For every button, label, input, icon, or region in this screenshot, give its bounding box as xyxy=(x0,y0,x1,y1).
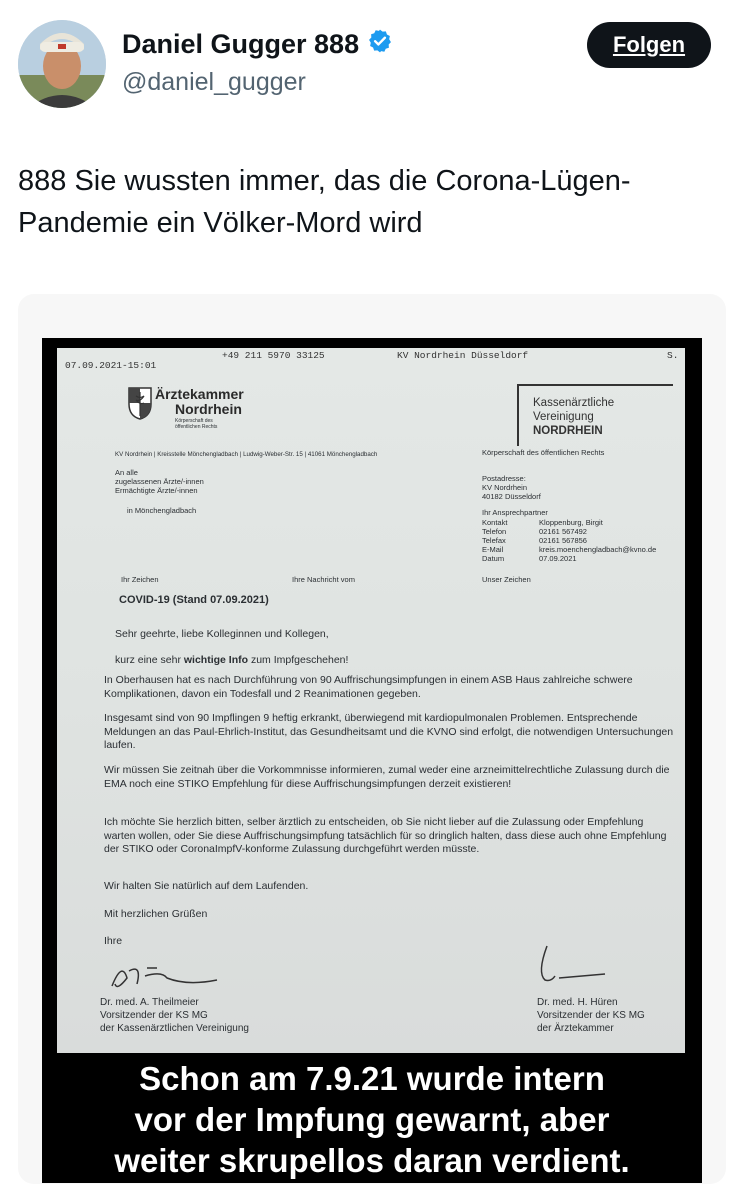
kv-line1: Kassenärztliche xyxy=(533,397,615,409)
sig-right-name: Dr. med. H. Hüren xyxy=(537,997,618,1008)
signature-left xyxy=(107,956,227,996)
contact-key: Telefon xyxy=(482,527,507,536)
aek-sub1: Körperschaft des xyxy=(175,418,213,424)
kv-corporation: Körperschaft des öffentlichen Rechts xyxy=(482,448,605,457)
intro-post: zum Impfgeschehen! xyxy=(248,654,349,666)
display-name[interactable] xyxy=(122,28,393,61)
verified-badge-icon xyxy=(367,28,393,61)
fax-number: +49 211 5970 33125 xyxy=(222,350,325,361)
letter-paragraph-1: In Oberhausen hat es nach Durchführung von 90 Auffrischungsimpfungen in einem ASB Haus zahlreiche schwere Komplikationen, davon ein Todesfall und 2 Reanimationen gegeben. xyxy=(104,674,633,700)
aerztekammer-logo xyxy=(127,386,153,423)
media-caption xyxy=(42,1058,702,1181)
sig-right-role: Vorsitzender der KS MG xyxy=(537,1010,645,1021)
contact-key: E-Mail xyxy=(482,545,504,554)
contact-key: Datum xyxy=(482,554,505,563)
addressee-2: zugelassenen Ärzte/-innen xyxy=(115,477,204,486)
kv-line3: NORDRHEIN xyxy=(533,425,603,437)
post-line2: 40182 Düsseldorf xyxy=(482,492,541,501)
fax-date: 07.09.2021-15:01 xyxy=(65,360,157,371)
letter-paragraph-2: Insgesamt sind von 90 Impflingen 9 heftig erkrankt, überwiegend mit kardiopulmonalen Problemen. Entsprechende Meldungen an das Paul-Ehrlich-Institut, das Gesundheitsamt und die KVNO sind erfolgt, die notwendigen Untersuchungen laufen. xyxy=(104,712,674,751)
letter-paragraph-4: Ich möchte Sie herzlich bitten, selber ärztlich zu entscheiden, ob Sie nicht lieber auf die Zulassung oder Empfehlung warten wollen, oder Sie diese Auffrischungsimpfung tatsächlich für so dringlich halten, dass diese auch ohne Empfehlung der STIKO oder CoronaImpfV-konforme Zulassung durchgeführt werden müsste. xyxy=(104,816,667,855)
contact-value: kreis.moenchengladbach@kvno.de xyxy=(539,545,657,554)
signature-right xyxy=(535,938,615,988)
kv-logo xyxy=(517,384,673,446)
letter-paragraph-5: Wir halten Sie natürlich auf dem Laufenden. xyxy=(104,880,309,892)
fax-sender: KV Nordrhein Düsseldorf xyxy=(397,350,529,361)
letter-intro xyxy=(115,654,348,666)
letter-subject: COVID-19 (Stand 07.09.2021) xyxy=(119,594,269,606)
coat-of-arms-icon xyxy=(127,386,153,420)
contact-key: Telefax xyxy=(482,536,506,545)
avatar[interactable] xyxy=(18,20,106,108)
sender-line: KV Nordrhein | Kreisstelle Mönchengladbach | Ludwig-Weber-Str. 15 | 41061 Mönchengladbach xyxy=(115,451,378,458)
addressee-3: Ermächtigte Ärzte/-innen xyxy=(115,486,198,495)
addressee-4: in Mönchengladbach xyxy=(127,506,197,515)
contact-key: Kontakt xyxy=(482,518,508,527)
contact-value: 02161 567492 xyxy=(539,527,587,536)
contact-value: 02161 567856 xyxy=(539,536,587,545)
ref-your-sign: Ihr Zeichen xyxy=(121,575,159,584)
sig-left-name: Dr. med. A. Theilmeier xyxy=(100,997,199,1008)
fax-page: S. xyxy=(667,350,679,361)
intro-pre: kurz eine sehr xyxy=(115,654,184,666)
aek-name-line1: Ärztekammer xyxy=(155,386,244,402)
aek-name-line2: Nordrhein xyxy=(175,401,242,417)
aek-sub2: öffentlichen Rechts xyxy=(175,424,218,430)
letter-salutation: Sehr geehrte, liebe Kolleginnen und Kollegen, xyxy=(115,628,329,640)
ref-our-sign: Unser Zeichen xyxy=(482,575,531,584)
display-name-text: Daniel Gugger 888 xyxy=(122,29,360,59)
post-line1: KV Nordrhein xyxy=(482,483,528,492)
caption-line-2: vor der Impfung gewarnt, aber xyxy=(134,1101,610,1138)
letter-closing: Mit herzlichen Grüßen xyxy=(104,908,208,920)
follow-button[interactable]: Folgen xyxy=(587,22,711,68)
kv-line2: Vereinigung xyxy=(533,411,594,423)
contact-value: Kloppenburg, Birgit xyxy=(539,518,603,527)
sig-left-org: der Kassenärztlichen Vereinigung xyxy=(100,1023,249,1034)
intro-bold: wichtige Info xyxy=(183,654,249,666)
letter-document xyxy=(57,348,685,1053)
letter-paragraph-3: Wir müssen Sie zeitnah über die Vorkommnisse informieren, zumal weder eine arzneimittelrechtliche Zulassung durch die EMA noch eine STIKO Empfehlung für diese Auffrischungsimpfungen derzeit existieren! xyxy=(104,764,670,790)
addressee-1: An alle xyxy=(115,468,138,477)
user-handle[interactable]: @daniel_gugger xyxy=(122,68,306,96)
ref-your-message: Ihre Nachricht vom xyxy=(292,575,355,584)
caption-line-1: Schon am 7.9.21 wurde intern xyxy=(139,1060,605,1097)
tweet-text: 888 Sie wussten immer, das die Corona-Lügen-Pandemie ein Völker-Mord wird xyxy=(18,165,631,239)
contact-value: 07.09.2021 xyxy=(539,554,577,563)
sig-left-role: Vorsitzender der KS MG xyxy=(100,1010,208,1021)
sig-right-org: der Ärztekammer xyxy=(537,1023,614,1034)
caption-line-3: weiter skrupellos daran verdient. xyxy=(114,1142,630,1179)
contact-title: Ihr Ansprechpartner xyxy=(482,508,548,517)
post-label: Postadresse: xyxy=(482,474,526,483)
letter-ihre: Ihre xyxy=(104,935,123,947)
